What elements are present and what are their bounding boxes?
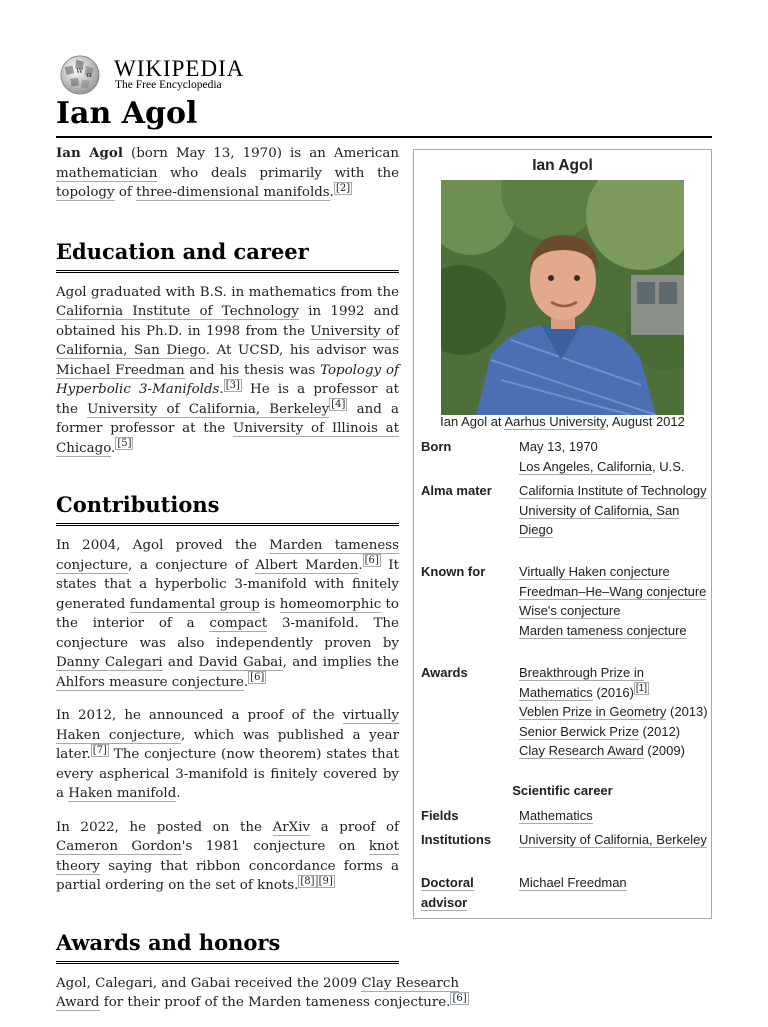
link-three-dimensional-manifolds[interactable]: three-dimensional manifolds <box>136 185 330 200</box>
reference-link[interactable]: [6] <box>452 992 467 1004</box>
link-michael-freedman[interactable]: Michael Freedman <box>56 362 185 378</box>
heading-awards: Awards and honors <box>56 930 399 964</box>
education-paragraph: Agol graduated with B.S. in mathematics from the California Institute of Technology in 1992 and obtained his Ph.D. in 1998 from the University of California, San Diego. At UCSD, his advisor was Michael Freedman and his thesis was Topology of Hyperbolic 3-Manifolds. [3] He is a professor at the University of California, Berkeley [4] and a former professor at the University of Illinois at Chicago. [5] <box>56 284 400 456</box>
heading-contributions: Contributions <box>56 492 399 526</box>
thesis-title: Topology of Hyperbolic 3-Manifolds <box>56 362 399 397</box>
link-homeomorphic[interactable]: homeomorphic <box>279 596 382 612</box>
infobox-label: Institutions <box>421 832 492 847</box>
link-mathematician[interactable]: mathematician <box>56 165 158 181</box>
link-breakthrough-prize[interactable]: Breakthrough Prize in Mathematics <box>519 665 645 700</box>
link-fundamental-group[interactable]: fundamental group <box>129 596 260 612</box>
reference-link[interactable]: [1] <box>635 683 648 695</box>
link-ucsd[interactable]: University of California, San Diego <box>56 323 399 358</box>
svg-text:W: W <box>76 67 84 76</box>
link-david-gabai[interactable]: David Gabai <box>198 655 283 670</box>
link-ahlfors-measure-conjecture[interactable]: Ahlfors measure conjecture <box>56 674 244 690</box>
infobox-value <box>519 830 709 850</box>
link-freedman-he-wang-conjecture[interactable]: Freedman–He–Wang conjecture <box>519 583 707 599</box>
reference-link[interactable]: [7] <box>92 744 107 756</box>
lead-paragraph: Ian Agol (born May 13, 1970) is an American mathematician who deals primarily with the topology of three-dimensional manifolds. [2] <box>56 145 399 200</box>
infobox-section-scientific-career: Scientific career <box>512 783 613 798</box>
link-senior-berwick-prize[interactable]: Senior Berwick Prize <box>519 723 639 739</box>
link-compact[interactable]: compact <box>209 616 268 631</box>
link-aarhus-university[interactable]: Aarhus University <box>504 414 606 429</box>
contributions-paragraph-3: In 2022, he posted on the ArXiv a proof of Cameron Gordon's 1981 conjecture on knot theory saying that ribbon concordance forms a partial ordering on the set of knots. [8] [9] <box>56 819 399 893</box>
link-danny-calegari[interactable]: Danny Calegari <box>56 655 163 670</box>
awards-paragraph: Agol, Calegari, and Gabai received the 2009 Clay Research Award for their proof of the Marden tameness conjecture. [6] <box>56 975 467 1010</box>
contributions-paragraph-1: In 2004, Agol proved the Marden tameness conjecture, a conjecture of Albert Marden. [6] It states that a hyperbolic 3-manifold with finitely generated fundamental group is homeomorphic to the interior of a compact 3-manifold. The conjecture was also independently proven by Danny Calegari and David Gabai, and implies the Ahlfors measure conjecture. [6] <box>56 538 399 690</box>
link-marden-tameness-conjecture[interactable]: Marden tameness conjecture <box>56 538 399 573</box>
wikipedia-logo[interactable] <box>56 54 256 94</box>
reference-link[interactable]: [2] <box>335 182 351 194</box>
reference-link[interactable]: [6] <box>364 555 379 567</box>
infobox-label: Born <box>421 439 452 454</box>
photo-caption: Ian Agol at Aarhus University, August 2012 <box>440 414 685 429</box>
link-cameron-gordon[interactable]: Cameron Gordon <box>56 839 182 854</box>
reference-link[interactable]: [3] <box>225 379 240 391</box>
reference-link[interactable]: [5] <box>117 438 132 450</box>
link-mathematics[interactable]: Mathematics <box>519 808 593 823</box>
heading-education: Education and career <box>56 239 399 273</box>
infobox-label: Known for <box>421 564 486 579</box>
lead-name: Ian Agol <box>56 145 123 161</box>
link-caltech[interactable]: California Institute of Technology <box>56 304 299 319</box>
logo-wordmark: WIKIPEDIA <box>114 56 245 81</box>
reference-link[interactable]: [9] <box>318 875 333 887</box>
reference-link[interactable]: [4] <box>331 399 346 411</box>
link-virtually-haken-conjecture[interactable]: virtually Haken conjecture <box>56 708 399 743</box>
infobox-label: Alma mater <box>421 483 492 498</box>
portrait-photo[interactable] <box>441 180 684 415</box>
infobox-label: Fields <box>421 808 459 823</box>
infobox-value <box>519 806 709 826</box>
link-clay-research-award[interactable]: Clay Research Award <box>56 975 460 1010</box>
infobox-value: Breakthrough Prize in Mathematics (2016) [1] Veblen Prize in Geometry (2013) Senior Berwick Prize (2012) Clay Research Award (2009) <box>519 665 708 758</box>
wikipedia-globe-icon <box>56 54 104 96</box>
infobox-title: Ian Agol <box>532 157 593 174</box>
link-arxiv[interactable]: ArXiv <box>272 819 311 835</box>
link-veblen-prize[interactable]: Veblen Prize in Geometry <box>519 704 667 719</box>
infobox-value: May 13, 1970 Los Angeles, California, U.S. <box>519 439 685 474</box>
link-haken-manifold[interactable]: Haken manifold <box>68 786 177 801</box>
reference-link[interactable]: [6] <box>250 672 265 684</box>
title-divider <box>56 136 712 138</box>
link-clay-research-award[interactable]: Clay Research Award <box>519 743 644 758</box>
link-doctoral-advisor[interactable]: Doctoral advisor <box>421 875 474 910</box>
link-albert-marden[interactable]: Albert Marden <box>255 557 359 573</box>
link-virtually-haken-conjecture[interactable]: Virtually Haken conjecture <box>519 564 670 579</box>
infobox-value <box>519 873 709 893</box>
link-uc-berkeley[interactable]: University of California, Berkeley <box>519 832 707 847</box>
svg-text:Ω: Ω <box>86 72 92 79</box>
reference-link[interactable]: [8] <box>300 875 315 887</box>
link-ucsd[interactable]: University of California, San Diego <box>519 502 680 537</box>
link-uic[interactable]: University of Illinois at Chicago <box>56 421 399 456</box>
infobox-label: Awards <box>421 665 468 680</box>
link-michael-freedman[interactable]: Michael Freedman <box>519 875 627 890</box>
link-caltech[interactable]: California Institute of Technology <box>519 483 707 498</box>
link-los-angeles[interactable]: Los Angeles, California <box>519 458 652 474</box>
logo-tagline: The Free Encyclopedia <box>115 79 222 91</box>
link-marden-tameness-conjecture[interactable]: Marden tameness conjecture <box>519 622 687 638</box>
link-knot-theory[interactable]: knot theory <box>56 839 399 874</box>
link-uc-berkeley[interactable]: University of California, Berkeley <box>87 401 330 417</box>
infobox-value <box>519 562 709 640</box>
contributions-paragraph-2: In 2012, he announced a proof of the virtually Haken conjecture, which was published a year later. [7] The conjecture (now theorem) states that every aspherical 3-manifold is finitely covered by a Haken manifold. <box>56 708 399 801</box>
link-topology[interactable]: topology <box>56 185 115 200</box>
page-title: Ian Agol <box>56 96 198 131</box>
infobox <box>413 149 712 919</box>
link-wises-conjecture[interactable]: Wise's conjecture <box>519 603 621 618</box>
infobox-value <box>519 481 709 540</box>
